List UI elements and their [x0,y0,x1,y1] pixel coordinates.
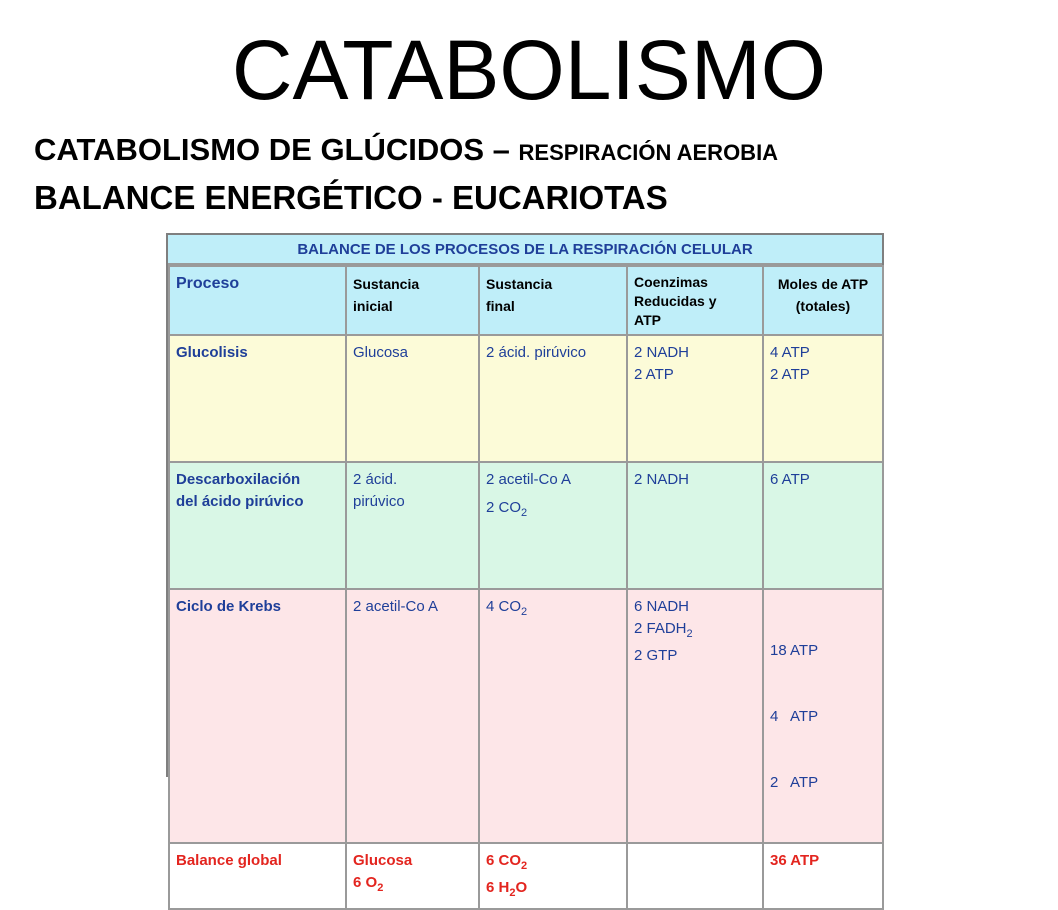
cell-proceso: Glucolisis [169,335,346,462]
cell-proceso: Descarboxilación del ácido pirúvico [169,462,346,589]
cell-inicial: 2 ácid. pirúvico [346,462,479,589]
cell-proceso: Ciclo de Krebs [169,589,346,843]
cell-moles: 36 ATP [763,843,883,909]
table-row-descarboxilacion [169,462,883,589]
cell-final: 2 acetil-Co A 2 $CO_2$ [479,462,627,589]
table-row-krebs [169,589,883,843]
header-coenzimas: Coenzimas Reducidas y ATP [627,266,763,335]
cell-coenzimas: 2 NADH [627,462,763,589]
cell-final: 4 $CO_2$ [479,589,627,843]
subtitle-small: RESPIRACIÓN AEROBIA [518,140,779,165]
cell-proceso: Balance global [169,843,346,909]
table-caption: BALANCE DE LOS PROCESOS DE LA RESPIRACIÓN CELULAR [168,235,882,265]
table-header-row [169,266,883,335]
header-sustancia-inicial: Sustancia inicial [346,266,479,335]
table-row-glucolisis [169,335,883,462]
cell-moles: 18 ATP 4 ATP 2 ATP [763,589,883,843]
cell-coenzimas: 2 NADH 2 ATP [627,335,763,462]
slide-subtitle-2: BALANCE ENERGÉTICO - EUCARIOTAS [34,179,668,216]
cell-inicial: Glucosa [346,335,479,462]
header-sustancia-final: Sustancia final [479,266,627,335]
header-proceso: Proceso [169,266,346,335]
cell-final: 6 $CO_2$ 6 $H_2O$ [479,843,627,909]
balance-table-frame [166,233,884,899]
header-moles-atp: Moles de ATP (totales) [763,266,883,335]
cell-coenzimas [627,843,763,909]
cell-moles: 6 ATP [763,462,883,589]
balance-table [168,265,884,910]
cell-moles: 4 ATP 2 ATP [763,335,883,462]
cell-coenzimas: 6 NADH 2 $FADH_2$ 2 GTP [627,589,763,843]
slide-subtitle [34,130,1044,173]
table-row-balance-global [169,843,883,909]
cell-inicial: Glucosa 6 $O_2$ [346,843,479,909]
cell-final: 2 ácid. pirúvico [479,335,627,462]
cell-inicial: 2 acetil-Co A [346,589,479,843]
subtitle-main: CATABOLISMO DE GLÚCIDOS – [34,132,519,167]
slide-title: CATABOLISMO [231,23,827,117]
